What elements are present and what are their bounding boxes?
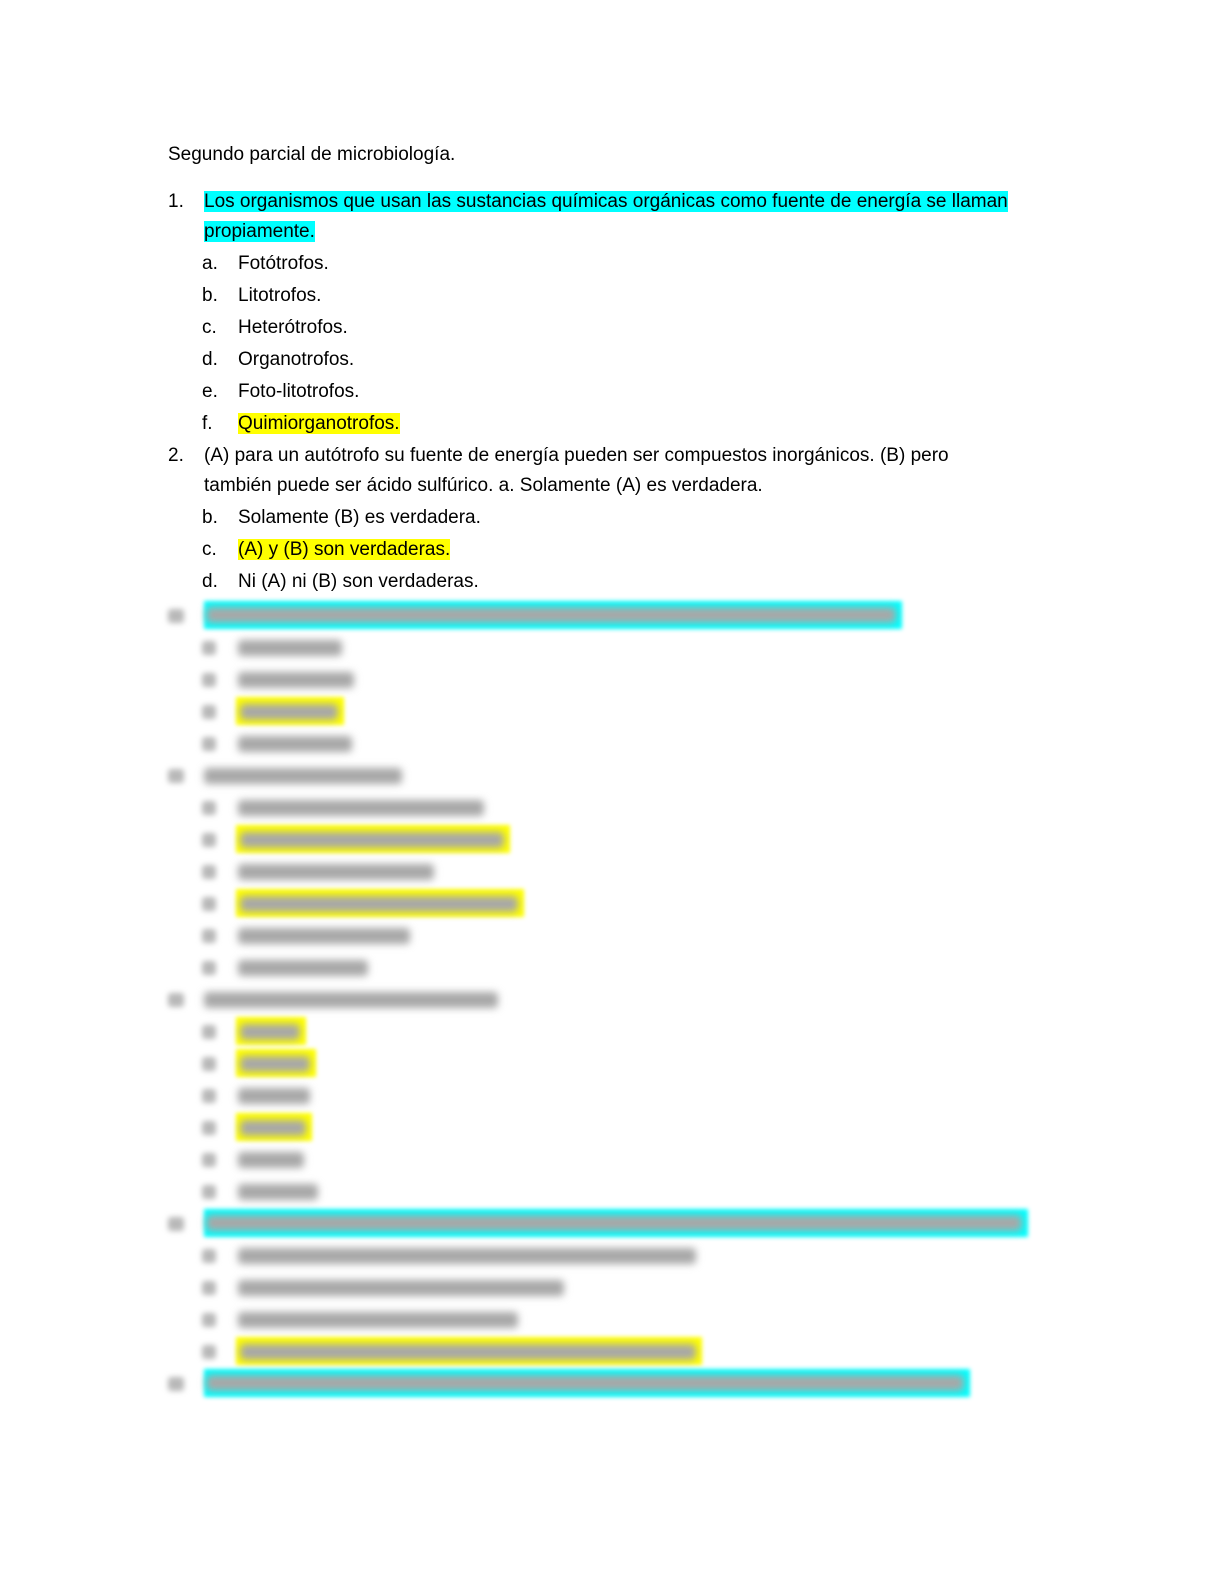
blurred-option-text xyxy=(238,1248,696,1264)
q1-option-d-text: Organotrofos. xyxy=(238,349,355,370)
question-1-line-1-highlight: Los organismos que usan las sustancias químicas orgánicas como fuente de energía se llaman xyxy=(204,191,1008,212)
blurred-option-text xyxy=(238,1312,518,1328)
q1-option-a-text: Fotótrofos. xyxy=(238,253,329,274)
blurred-option-letter xyxy=(202,833,216,847)
blurred-option-letter xyxy=(202,865,216,879)
question-1-line-2-highlight: propiamente. xyxy=(204,221,315,242)
blurred-option-text xyxy=(238,960,368,976)
blurred-option-letter xyxy=(202,1313,216,1327)
blurred-question-number xyxy=(168,993,184,1007)
question-1-text-line-1 xyxy=(204,187,1008,217)
q2-option-d-letter: d. xyxy=(202,571,218,592)
q1-option-f-text xyxy=(238,409,400,439)
blurred-question-number xyxy=(168,769,184,783)
blurred-option-letter xyxy=(202,1057,216,1071)
blurred-option-text xyxy=(238,928,410,944)
question-2-text-line-2: también puede ser ácido sulfúrico. a. Solamente (A) es verdadera. xyxy=(204,475,763,496)
blurred-option-letter xyxy=(202,801,216,815)
blurred-option-text xyxy=(240,1024,300,1040)
blurred-question-text xyxy=(204,992,498,1008)
blurred-option-letter xyxy=(202,737,216,751)
blurred-option-text xyxy=(238,672,354,688)
blurred-option-letter xyxy=(202,961,216,975)
question-2-number: 2. xyxy=(168,445,184,466)
blurred-option-letter xyxy=(202,1281,216,1295)
blurred-option-text xyxy=(238,800,484,816)
q1-option-e-letter: e. xyxy=(202,381,218,402)
blurred-option-text xyxy=(238,736,352,752)
q1-option-b-letter: b. xyxy=(202,285,218,306)
blurred-option-letter xyxy=(202,1025,216,1039)
blurred-option-letter xyxy=(202,897,216,911)
blurred-question-text xyxy=(204,768,402,784)
blurred-option-text xyxy=(238,1152,304,1168)
blurred-option-letter xyxy=(202,1153,216,1167)
question-1-text-line-2 xyxy=(204,217,315,247)
blurred-option-letter xyxy=(202,1089,216,1103)
blurred-question-number xyxy=(168,609,184,623)
question-2-text-line-1: (A) para un autótrofo su fuente de energía pueden ser compuestos inorgánicos. (B) pero xyxy=(204,445,949,466)
blurred-option-letter xyxy=(202,705,216,719)
q1-option-c-letter: c. xyxy=(202,317,217,338)
q1-option-c-text: Heterótrofos. xyxy=(238,317,348,338)
q1-answer-highlight: Quimiorganotrofos. xyxy=(238,413,400,434)
blurred-option-text xyxy=(240,896,518,912)
blurred-option-text xyxy=(240,1344,696,1360)
q1-option-b-text: Litotrofos. xyxy=(238,285,322,306)
blurred-question-number xyxy=(168,1217,184,1231)
blurred-option-letter xyxy=(202,1121,216,1135)
blurred-option-letter xyxy=(202,929,216,943)
blurred-question-text xyxy=(206,1215,1022,1231)
q2-option-c-letter: c. xyxy=(202,539,217,560)
blurred-option-text xyxy=(238,1280,564,1296)
blurred-question-text xyxy=(206,1375,964,1391)
blurred-question-text xyxy=(206,607,896,623)
blurred-option-text xyxy=(238,640,342,656)
blurred-question-number xyxy=(168,1377,184,1391)
q2-option-c-text xyxy=(238,535,450,565)
blurred-option-letter xyxy=(202,641,216,655)
q2-option-b-letter: b. xyxy=(202,507,218,528)
q2-option-d-text: Ni (A) ni (B) son verdaderas. xyxy=(238,571,479,592)
document-title: Segundo parcial de microbiología. xyxy=(168,144,456,165)
blurred-option-text xyxy=(240,1056,310,1072)
blurred-option-text xyxy=(240,1120,306,1136)
q1-option-f-letter: f. xyxy=(202,413,213,434)
blurred-option-text xyxy=(238,864,434,880)
blurred-option-letter xyxy=(202,1185,216,1199)
q1-option-e-text: Foto-litotrofos. xyxy=(238,381,360,402)
blurred-option-letter xyxy=(202,1249,216,1263)
blurred-option-letter xyxy=(202,673,216,687)
blurred-option-text xyxy=(238,1088,310,1104)
question-1-number: 1. xyxy=(168,191,184,212)
blurred-option-letter xyxy=(202,1345,216,1359)
blurred-option-text xyxy=(240,832,504,848)
q2-answer-highlight: (A) y (B) son verdaderas. xyxy=(238,539,451,560)
q1-option-d-letter: d. xyxy=(202,349,218,370)
blurred-option-text xyxy=(238,1184,318,1200)
blurred-option-text xyxy=(240,704,338,720)
q1-option-a-letter: a. xyxy=(202,253,218,274)
q2-option-b-text: Solamente (B) es verdadera. xyxy=(238,507,481,528)
